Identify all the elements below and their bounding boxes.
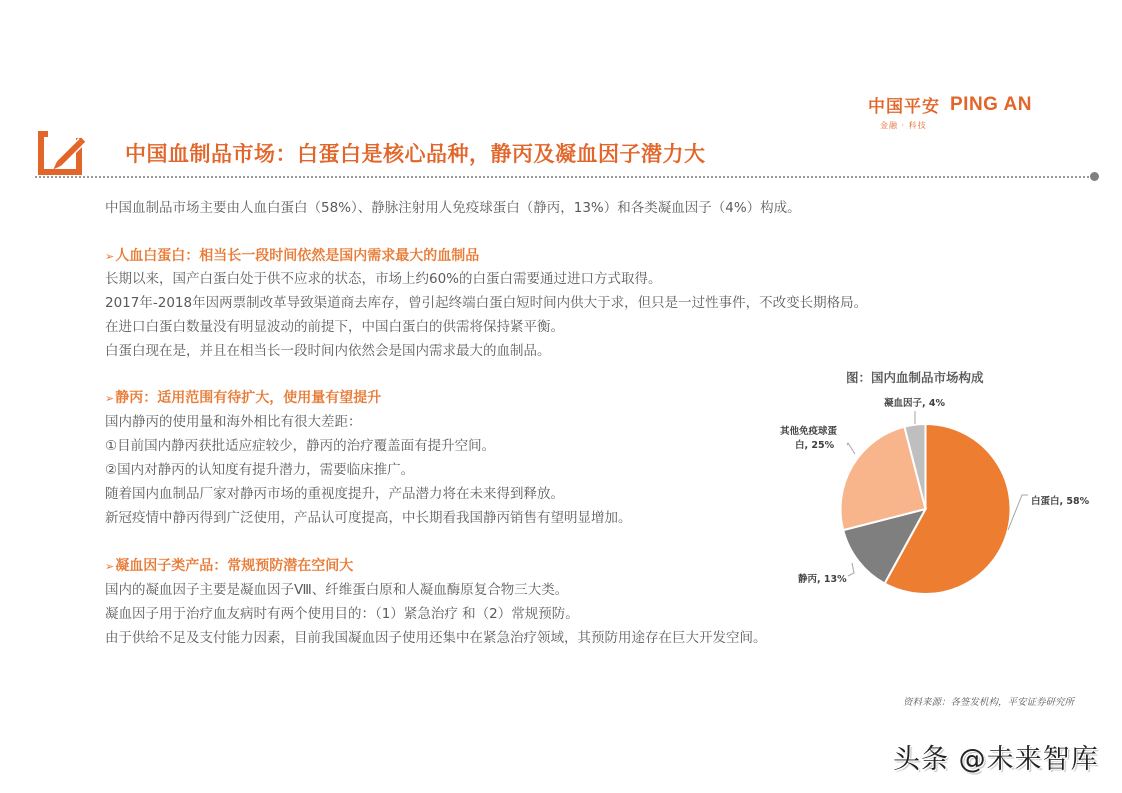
- section-heading-ivig: ➢静丙：适用范围有待扩大，使用量有望提升: [105, 390, 382, 406]
- section-line: 由于供给不足及支付能力因素，目前我国凝血因子使用还集中在紧急治疗领域，其预防用途存在巨大开发空间。: [105, 630, 767, 646]
- pie-label-albumin: 白蛋白, 58%: [1031, 496, 1090, 507]
- chart-title: 图：国内血制品市场构成: [846, 370, 984, 385]
- bullet-arrow-icon: ➢: [105, 392, 115, 405]
- section-line: ①目前国内静丙获批适应症较少，静丙的治疗覆盖面有提升空间。: [105, 438, 496, 454]
- section-line: 凝血因子用于治疗血友病时有两个使用目的：（1）紧急治疗 和（2）常规预防。: [105, 606, 579, 622]
- section-line: 国内静丙的使用量和海外相比有很大差距：: [105, 414, 362, 430]
- watermark: 头条 @未来智库: [893, 744, 1099, 775]
- section-heading-coagulation: ➢凝血因子类产品：常规预防潜在空间大: [105, 558, 354, 574]
- page-title: 中国血制品市场：白蛋白是核心品种，静丙及凝血因子潜力大: [125, 142, 706, 166]
- logo-en-text: PING AN: [950, 93, 1032, 115]
- pie-label-coagulation: 凝血因子, 4%: [884, 398, 946, 409]
- pie-chart: [770, 385, 1110, 605]
- section-line: 国内的凝血因子主要是凝血因子Ⅷ、纤维蛋白原和人凝血酶原复合物三大类。: [105, 582, 569, 598]
- section-line: 随着国内血制品厂家对静丙市场的重视度提升，产品潜力将在未来得到释放。: [105, 486, 564, 502]
- section-line: ②国内对静丙的认知度有提升潜力，需要临床推广。: [105, 462, 415, 478]
- title-divider: [35, 176, 1093, 178]
- section-line: 在进口白蛋白数量没有明显波动的前提下，中国白蛋白的供需将保持紧平衡。: [105, 319, 564, 335]
- pie-label-other-ig-line1: 其他免疫球蛋: [780, 426, 838, 437]
- intro-text: 中国血制品市场主要由人血白蛋白（58%）、静脉注射用人免疫球蛋白（静丙，13%）和各类凝血因子（4%）构成。: [105, 200, 801, 216]
- pie-label-other-ig-line2: 白, 25%: [795, 440, 835, 451]
- logo-tagline: 金融 · 科技: [880, 121, 927, 130]
- bullet-arrow-icon: ➢: [105, 560, 115, 573]
- bullet-arrow-icon: ➢: [105, 250, 115, 263]
- logo-cn-text: 中国平安: [868, 97, 940, 117]
- divider-end-dot: [1090, 172, 1099, 181]
- pie-label-ivig: 静丙, 13%: [798, 574, 847, 585]
- source-note: 资料来源：各签发机构，平安证券研究所: [903, 697, 1075, 708]
- section-line: 长期以来，国产白蛋白处于供不应求的状态，市场上约60%的白蛋白需要通过进口方式取得。: [105, 271, 662, 287]
- section-line: 新冠疫情中静丙得到广泛使用，产品认可度提高，中长期看我国静丙销售有望明显增加。: [105, 510, 632, 526]
- section-line: 2017年-2018年因两票制改革导致渠道商去库存，曾引起终端白蛋白短时间内供大于求，但只是一过性事件，不改变长期格局。: [105, 295, 868, 311]
- section-line: 白蛋白现在是，并且在相当长一段时间内依然会是国内需求最大的血制品。: [105, 343, 551, 359]
- edit-icon: [38, 128, 98, 176]
- section-heading-albumin: ➢人血白蛋白：相当长一段时间依然是国内需求最大的血制品: [105, 248, 480, 264]
- pingan-logo: [868, 92, 1098, 131]
